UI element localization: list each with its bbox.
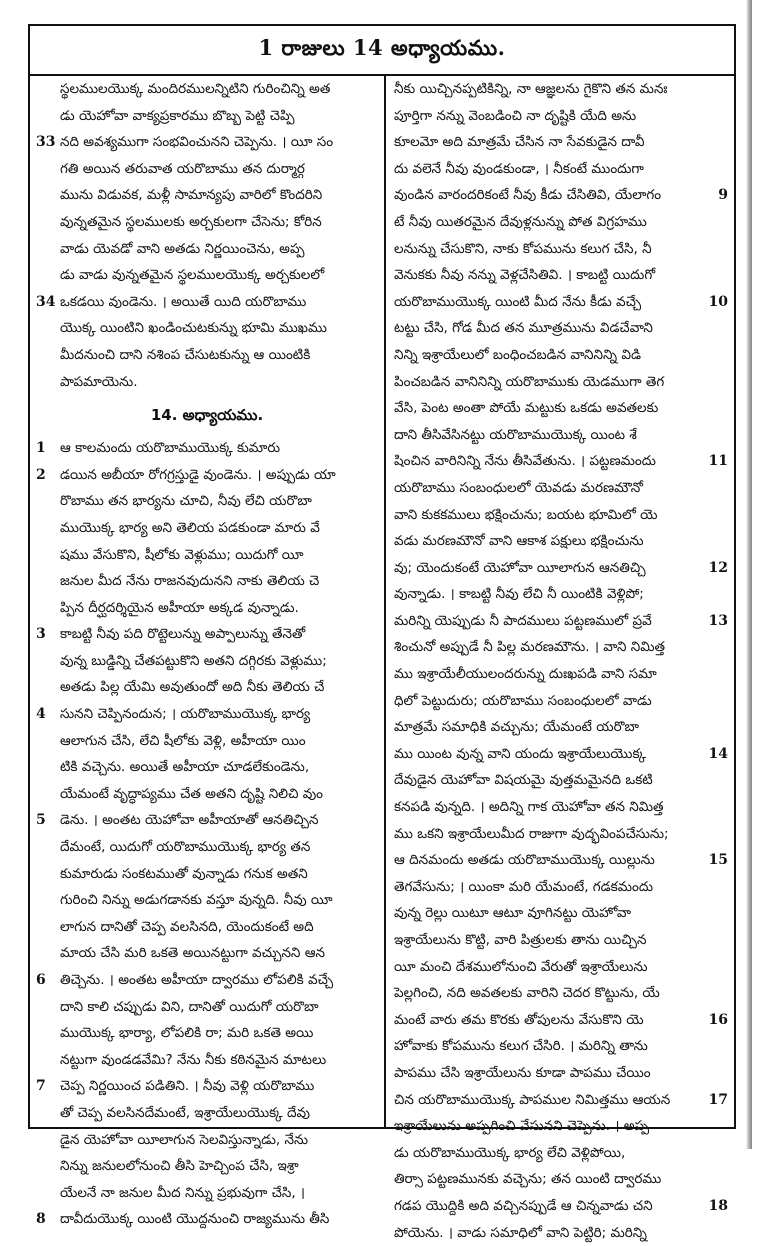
line-text: ముయొక్క భార్యా, లోపలికి రా; మరి ఒకతె అయి xyxy=(60,1025,314,1042)
text-line xyxy=(386,422,734,449)
verse-number: 2 xyxy=(36,466,46,483)
verse-number: 8 xyxy=(36,1211,46,1228)
line-text: పోయెను. । వాడు సమాధిలో వాని పెట్టిరి; మరిన్ని xyxy=(394,1224,647,1241)
text-line xyxy=(30,1180,384,1207)
text-line xyxy=(386,927,734,954)
text-line xyxy=(386,900,734,927)
line-text: యేమంటే వృద్ధాప్యము చేత అతని దృష్టి నిలిచి వుం xyxy=(60,785,324,802)
text-line xyxy=(386,980,734,1007)
line-text: దేవుడైన యెహోవా విషయమై వుత్తమమైనది ఒకటి xyxy=(394,772,653,789)
text-line xyxy=(386,1060,734,1087)
text-line xyxy=(30,728,384,755)
line-text: ముయొక్క భార్య అని తెలియ పడకుండా మారు వే xyxy=(60,519,320,536)
verse-number: 6 xyxy=(36,972,46,988)
line-text: గతి అయిన తరువాత యరొబాము తన దుర్మార్గ xyxy=(60,160,305,177)
line-text: షించిన వారినిన్ని నేను తీసివేతును. । పట్టణమందు xyxy=(394,453,656,470)
line-text: వుండిన వారందరికంటే నీవు కీడు చేసితివి, యేలాగం xyxy=(394,187,662,204)
line-text: మును విడువక, మళ్లీ సామాన్యపు వారిలో కొందరిని xyxy=(60,187,323,204)
line-text: ఒకడయి వుండెను. । అయితే యిది యరొబాము xyxy=(60,293,307,310)
text-line xyxy=(386,714,734,741)
text-line xyxy=(30,515,384,542)
line-text: దాని తీసివేసినట్టు యరొబాముయొక్క యింట శే xyxy=(394,426,637,443)
line-text: అతడు పిల్ల యేమి అవుతుందో అది నీకు తెలియ చే xyxy=(60,679,325,696)
verse-number: 33 xyxy=(36,134,56,151)
line-text: పాపము చేసి ఇశ్రాయేలును కూడా పాపము చేయిం xyxy=(394,1064,651,1081)
line-text: యొక్క యింటిని ఖండించుటకున్ను భూమి ముఖము xyxy=(60,320,327,337)
line-text: కాబట్టి నీవు పది రొట్టెలున్ను అప్పాలున్ను తేనెతో xyxy=(60,626,306,643)
line-text: డెను. । అంతట యెహోవా అహీయాతో ఆనతిచ్చిన xyxy=(60,812,319,829)
verse-number: 9 xyxy=(718,187,728,204)
text-line xyxy=(30,289,384,316)
text-line xyxy=(386,182,734,209)
binding-edge xyxy=(746,0,752,1149)
text-line xyxy=(30,887,384,914)
line-text: దు వలెనే నీవు వుండకుండా, । నీకంటే ముందుగా xyxy=(394,160,644,177)
text-line xyxy=(386,76,734,103)
line-text: జనుల మీద నేను రాజనవుదునని నాకు తెలియ చె xyxy=(60,573,320,590)
line-text: నట్టుగా వుండడవేమి? నేను నీకు కఠినమైన మాటలు xyxy=(60,1051,327,1068)
line-text: టే నీవు యితరమైన దేవుళ్లనున్ను పోత విగ్రహము xyxy=(394,213,647,230)
text-line xyxy=(386,395,734,422)
line-text: నది అవశ్యముగా సంభవించునని చెప్పెను. । యీ సం xyxy=(60,134,334,151)
line-text: టికి వచ్చెను. అయితే అహీయా చూడలేకుండెను, xyxy=(60,759,310,776)
text-line xyxy=(386,555,734,582)
verse-number: 17 xyxy=(708,1091,728,1108)
line-text: వున్నాడు. । కాబట్టి నీవు లేచి నీ యింటికి వెళ్లిపో; xyxy=(394,586,644,603)
verse-number: 13 xyxy=(708,612,728,629)
line-text: వడు మరణమౌనో వాని ఆకాశ పక్షులు భక్షించును xyxy=(394,533,644,550)
text-line xyxy=(386,209,734,236)
text-line xyxy=(30,861,384,888)
text-line xyxy=(30,1073,384,1100)
line-text: దేమంటే, యిదుగో యరొబాముయొక్క భార్య తన xyxy=(60,839,311,856)
text-line xyxy=(386,661,734,688)
text-line xyxy=(386,502,734,529)
text-line xyxy=(30,595,384,622)
text-line xyxy=(386,954,734,981)
text-line xyxy=(386,1166,734,1193)
line-text: పెల్లగించి, నది అవతలకు వారిని చెదర కొట్టును, యే xyxy=(394,985,660,1002)
line-text: కనపడి వున్నది. । అదిన్ని గాక యెహోవా తన నిమిత్త xyxy=(394,799,664,816)
text-line xyxy=(30,754,384,781)
text-line xyxy=(386,236,734,263)
page-header xyxy=(30,26,734,76)
line-text: నీకు యిచ్చినప్పటికిన్ని, నా ఆజ్ఞలను గైకొని తన మనః xyxy=(394,81,668,97)
line-text: టట్టు చేసి, గోడ మీద తన మూత్రమును విడచేవాని xyxy=(394,320,653,337)
text-line xyxy=(30,1100,384,1127)
line-text: మంటే వారు తమ కొరకు తోపులను వేసుకొని యె xyxy=(394,1011,644,1028)
line-text: సునని చెప్పినందున; । యరొబాముయొక్క భార్య xyxy=(60,706,311,723)
line-text: లనున్ను చేసుకొని, నాకు కోపమును కలుగ చేసి, నీ xyxy=(394,240,652,257)
text-line xyxy=(386,103,734,130)
page-title: 1 రాజులు 14 అధ్యాయము. xyxy=(258,34,506,60)
line-text: రొబాము తన భార్యను చూచి, నీవు లేచి యరొబా xyxy=(60,493,312,510)
verse-number: 10 xyxy=(708,293,728,310)
line-text: హోవాకు కోపమును కలుగ చేసిరి. । మరిన్ని తాను xyxy=(394,1038,648,1055)
line-text: ధిలో పెట్టుదురు; యరొబాము సంబంధులలో వాడు xyxy=(394,692,652,709)
text-line xyxy=(386,741,734,768)
line-text: స్థలములయొక్క మందిరములన్నిటిని గురించిన్ని అత xyxy=(60,81,331,97)
page-frame xyxy=(28,24,736,1241)
line-text: గురించి నిన్ను అడుగడానకు వస్తూ వున్నది. నీవు యీ xyxy=(60,892,333,909)
text-line xyxy=(30,236,384,263)
text-line xyxy=(386,262,734,289)
text-line xyxy=(30,914,384,941)
line-text: కూలమో అది మాత్రమే చేసిన నా సేవకుడైన దావీ xyxy=(394,134,645,151)
text-line xyxy=(386,342,734,369)
text-line xyxy=(30,209,384,236)
verse-number: 15 xyxy=(708,852,728,869)
line-text: యీ మంచి దేశములోనుంచి వేరుతో ఇశ్రాయేలును xyxy=(394,958,648,975)
text-line xyxy=(30,701,384,728)
line-text: తిర్సా పట్టణమునకు వచ్చెను; తన యింటి ద్వారము xyxy=(394,1171,662,1188)
text-line xyxy=(30,462,384,489)
text-line xyxy=(386,821,734,848)
text-line xyxy=(30,342,384,369)
line-text: వాడు యెవడో వాని అతడు నిర్ణయించెను, అప్ప xyxy=(60,240,305,257)
text-line xyxy=(30,262,384,289)
text-line xyxy=(386,129,734,156)
text-line xyxy=(30,994,384,1021)
line-text: ఇశ్రాయేలును కొట్టి, వారి పిత్రులకు తాను యిచ్చిన xyxy=(394,932,647,948)
text-line xyxy=(386,1193,734,1220)
text-line xyxy=(30,1153,384,1180)
text-line xyxy=(30,1127,384,1154)
line-text: వు; యెందుకంటే యెహోవా యీలాగున ఆనతిచ్చి xyxy=(394,559,646,576)
line-text: ప్పిన దీర్ఘదర్శియైన అహీయా అక్కడ వున్నాడు. xyxy=(60,599,299,616)
text-line xyxy=(30,781,384,808)
text-line xyxy=(30,940,384,967)
text-line xyxy=(386,794,734,821)
line-text: ము ఒకని ఇశ్రాయేలుమీద రాజుగా వుద్భవింపచేసును; xyxy=(394,825,669,842)
line-text: ఆ దినమందు అతడు యరొబాముయొక్క యిల్లును xyxy=(394,852,655,869)
line-text: నిన్ని ఇశ్రాయేలులో బంధించబడిన వానినిన్ని విడి xyxy=(394,346,641,363)
line-text: మాత్రమే సమాధికి వచ్చును; యేమంటే యరొబా xyxy=(394,719,639,736)
line-text: దాని కాలి చప్పుడు విని, దానితో యిదుగో యరొబా xyxy=(60,998,319,1015)
line-text: చెప్ప నిర్ణయించ పడితిని. । నీవు వెళ్లి యరొబాము xyxy=(60,1078,315,1095)
left-column xyxy=(30,76,386,1228)
verse-number: 11 xyxy=(708,453,728,470)
line-text: యరొబాము సంబంధులలో యెవడు మరణమౌనో xyxy=(394,479,643,496)
line-text: మీదనుంచి దాని నశింప చేసుటకున్ను ఆ యింటికి xyxy=(60,346,311,363)
line-text: వెనుకకు నీవు నన్ను వెళ్లచేసితివి. । కాబట్టి యిదుగో xyxy=(394,267,656,284)
line-text: ఇశ్రాయేలును అప్పగించి వేసునని చెప్పెను. । అప్ప xyxy=(394,1118,650,1135)
text-line xyxy=(30,807,384,834)
text-line xyxy=(30,1047,384,1074)
text-line xyxy=(386,369,734,396)
text-line xyxy=(386,475,734,502)
text-line xyxy=(30,315,384,342)
verse-number: 3 xyxy=(36,626,46,643)
line-text: పూర్తిగా నన్ను వెంబడించి నా దృష్టికి యేది అను xyxy=(394,107,637,124)
text-line xyxy=(386,688,734,715)
line-text: వాని కుకకములు భక్షించును; బయట భూమిలో యె xyxy=(394,506,658,523)
line-text: మరిన్ని యెప్పుడు నీ పాదములు పట్టణములో ప్రవే xyxy=(394,612,652,629)
line-text: చిన యరొబాముయొక్క పాపముల నిమిత్తము ఆయన xyxy=(394,1091,671,1108)
text-line xyxy=(386,767,734,794)
text-line xyxy=(30,674,384,701)
text-line xyxy=(30,648,384,675)
text-line xyxy=(386,608,734,635)
line-text: శించునో అప్పుడే నీ పిల్ల మరణమౌను. । వాని నిమిత్త xyxy=(394,639,666,656)
line-text: డయిన అబీయా రోగగ్రస్తుడై వుండెను. । అప్పుడు యా xyxy=(60,466,336,483)
text-line xyxy=(386,528,734,555)
text-line xyxy=(386,1007,734,1034)
line-text: వున్న రెల్లు యిటూ ఆటూ వూగినట్టు యెహోవా xyxy=(394,905,632,922)
line-text: డైన యెహోవా యీలాగున సెలవిస్తున్నాడు, నేను xyxy=(60,1131,309,1148)
line-text: ము ఇశ్రాయేలీయులందరున్ను దుఃఖపడి వాని సమా xyxy=(394,666,657,683)
text-line xyxy=(30,1206,384,1233)
text-line xyxy=(30,542,384,569)
text-line xyxy=(386,634,734,661)
text-line xyxy=(30,156,384,183)
text-line xyxy=(30,129,384,156)
text-line xyxy=(30,182,384,209)
verse-number: 12 xyxy=(708,559,728,576)
line-text: యేలనే నా జనుల మీద నిన్ను ప్రభువుగా చేసి, । xyxy=(60,1184,306,1201)
line-text: షము వేసుకొని, షీలోకు వెళ్లుము; యిదుగో యీ xyxy=(60,546,304,563)
verse-number: 18 xyxy=(708,1197,728,1214)
line-text: కుమారుడు సంకటముతో వున్నాడు గనుక అతని xyxy=(60,865,308,882)
line-text: లాగున దానితో చెప్ప వలసినది, యెందుకంటే అది xyxy=(60,918,314,935)
text-line xyxy=(386,874,734,901)
line-text: డు యెహోవా వాక్యప్రకారము బొబ్బ పెట్టి చెప్పి xyxy=(60,107,295,124)
text-line xyxy=(30,103,384,130)
text-line xyxy=(386,448,734,475)
text-line xyxy=(30,1020,384,1047)
right-column xyxy=(386,76,734,1241)
verse-number: 7 xyxy=(36,1078,46,1095)
chapter-heading: 14. అధ్యాయము. xyxy=(150,406,264,425)
verse-number: 14 xyxy=(708,745,728,762)
verse-number: 1 xyxy=(36,440,46,457)
text-line xyxy=(386,156,734,183)
verse-number: 16 xyxy=(708,1011,728,1028)
line-text: పించబడిన వానినిన్ని యరొబాముకు యెడముగా తెగ xyxy=(394,373,665,390)
line-text: డు యరొబాముయొక్క భార్య లేచి వెళ్లిపోయి, xyxy=(394,1144,626,1161)
line-text: వున్న బుడ్డిన్ని చేతపట్టుకొని అతని దగ్గిరకు వెళ్లుము; xyxy=(60,652,327,669)
line-text: గడప యొద్దికి అది వచ్చినప్పుడే ఆ చిన్నవాడు చని xyxy=(394,1197,653,1214)
text-line xyxy=(386,1220,734,1246)
text-line xyxy=(30,967,384,994)
text-line xyxy=(30,488,384,515)
text-line xyxy=(386,847,734,874)
line-text: తెగవేసును; । యింకా మరి యేమంటే, గడకమందు xyxy=(394,878,654,895)
text-line xyxy=(386,289,734,316)
line-text: డు వాడు వున్నతమైన స్థలములయొక్క అర్చకులలో xyxy=(60,267,325,284)
text-line xyxy=(30,834,384,861)
line-text: నిన్ను జనులలోనుంచి తీసి హెచ్చింప చేసి, ఇశ్రా xyxy=(60,1158,299,1175)
line-text: ఆలాగున చేసి, లేచి షీలోకు వెళ్లి, అహీయా యిం xyxy=(60,732,306,749)
text-line xyxy=(386,315,734,342)
line-text: తో చెప్ప వలసినదేమంటే, ఇశ్రాయేలుయొక్క దేవు xyxy=(60,1104,310,1121)
text-line xyxy=(30,568,384,595)
text-line xyxy=(386,1087,734,1114)
text-line xyxy=(386,1113,734,1140)
verse-number: 5 xyxy=(36,812,46,829)
line-text: వున్నతమైన స్థలములకు అర్చకులగా చేసెను; కోరిన xyxy=(60,213,322,230)
text-line xyxy=(30,621,384,648)
text-line xyxy=(30,76,384,103)
line-text: వేసి, పెంట అంతా పోయే మట్టుకు ఒకడు అవతలకు xyxy=(394,400,659,417)
line-text: తిచ్చెను. । అంతట అహీయా ద్వారము లోపలికి వచ్చే xyxy=(60,972,334,988)
line-text: మాయ చేసి మరి ఒకతె అయినట్టుగా వచ్చునని ఆన xyxy=(60,945,325,962)
line-text: పాపమాయెను. xyxy=(60,373,138,390)
line-text: దావీదుయొక్క యింటి యొద్దనుంచి రాజ్యమును తీసి xyxy=(60,1211,330,1228)
text-line xyxy=(30,435,384,462)
text-line xyxy=(386,1140,734,1167)
line-text: ము యింట వున్న వాని యందు ఇశ్రాయేలుయొక్క xyxy=(394,745,647,762)
text-line xyxy=(386,581,734,608)
text-line xyxy=(30,369,384,396)
text-line xyxy=(386,1033,734,1060)
verse-number: 4 xyxy=(36,706,46,723)
line-text: ఆ కాలమందు యరొబాముయొక్క కుమారు xyxy=(60,440,281,457)
line-text: యరొబాముయొక్క యింటి మీద నేను కీడు వచ్చే xyxy=(394,293,642,310)
verse-number: 34 xyxy=(36,293,56,310)
